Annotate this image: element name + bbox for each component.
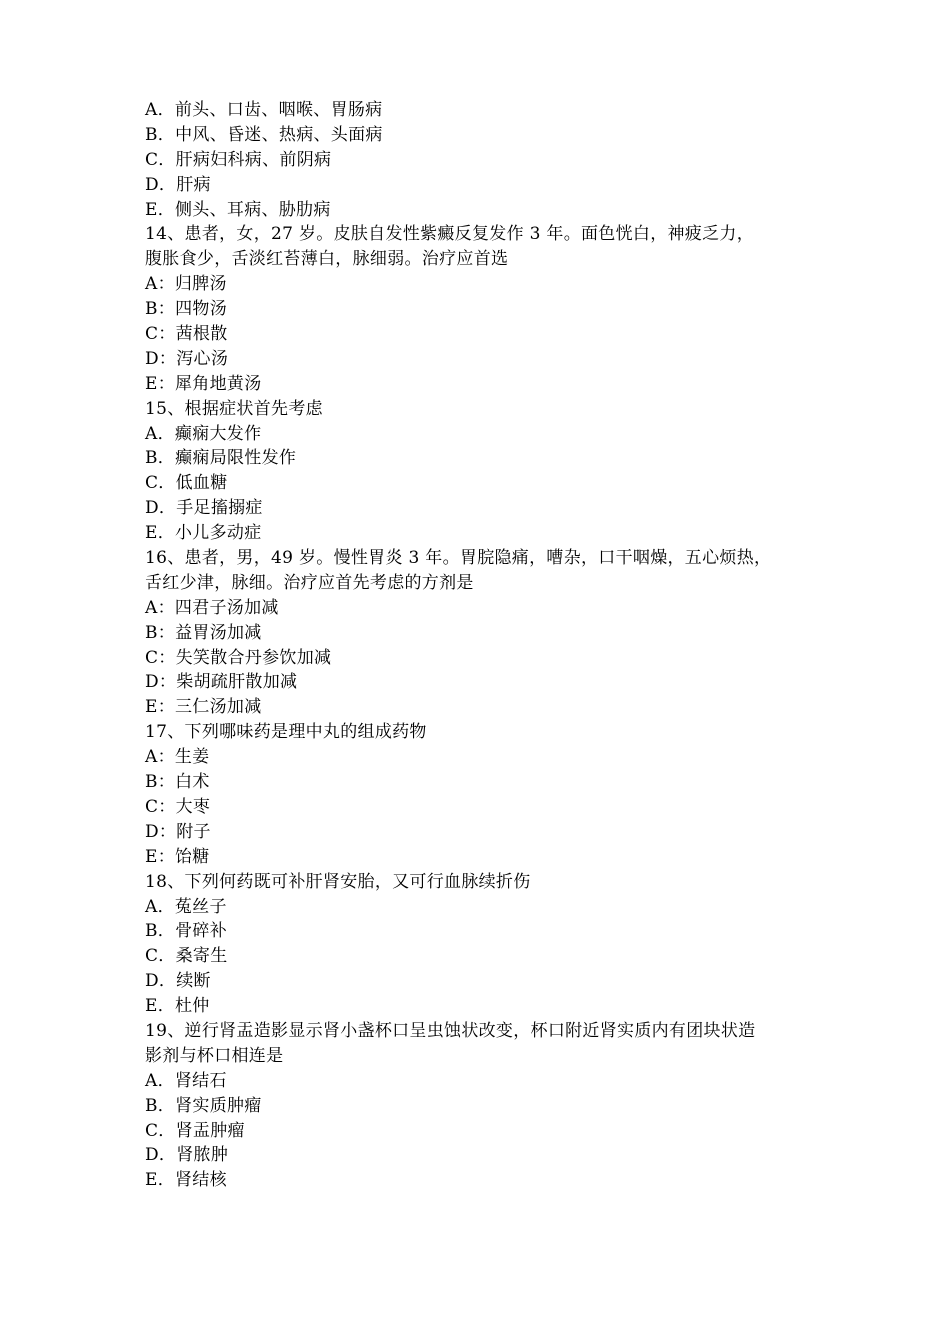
option-19-a: A．肾结石 bbox=[145, 1070, 227, 1091]
option-13-c: C．肝病妇科病、前阴病 bbox=[145, 149, 332, 170]
option-19-d: D．肾脓肿 bbox=[145, 1145, 229, 1166]
option-17-a: A：生姜 bbox=[145, 747, 210, 768]
option-18-b: B．骨碎补 bbox=[145, 921, 227, 942]
option-15-e: E．小儿多动症 bbox=[145, 523, 262, 544]
option-19-b: B．肾实质肿瘤 bbox=[145, 1095, 262, 1116]
option-13-d: D．肝病 bbox=[145, 174, 211, 195]
option-18-e: E．杜仲 bbox=[145, 996, 210, 1017]
option-17-d: D：附子 bbox=[145, 821, 211, 842]
option-17-c: C：大枣 bbox=[145, 796, 211, 817]
option-16-d: D：柴胡疏肝散加减 bbox=[145, 672, 298, 693]
option-16-c: C：失笑散合丹参饮加减 bbox=[145, 647, 332, 668]
question-18: 18、下列何药既可补肝肾安胎，又可行血脉续折伤 bbox=[145, 871, 531, 892]
option-15-b: B．癫痫局限性发作 bbox=[145, 448, 297, 469]
option-14-a: A：归脾汤 bbox=[145, 274, 227, 295]
option-18-d: D．续断 bbox=[145, 971, 211, 992]
question-19-line-2: 影剂与杯口相连是 bbox=[145, 1045, 284, 1066]
option-14-d: D：泻心汤 bbox=[145, 348, 229, 369]
question-16-line-1: 16、患者，男，49 岁。慢性胃炎 3 年。胃脘隐痛，嘈杂，口干咽燥，五心烦热， bbox=[145, 548, 772, 569]
question-14-line-2: 腹胀食少，舌淡红苔薄白，脉细弱。治疗应首选 bbox=[145, 249, 509, 270]
option-17-e: E：饴糖 bbox=[145, 846, 210, 867]
option-17-b: B：白术 bbox=[145, 772, 210, 793]
question-14-line-1: 14、患者，女，27 岁。皮肤自发性紫癜反复发作 3 年。面色恍白，神疲乏力， bbox=[145, 224, 754, 245]
option-13-b: B．中风、昏迷、热病、头面病 bbox=[145, 124, 383, 145]
document-body bbox=[145, 98, 815, 1193]
option-15-a: A．癫痫大发作 bbox=[145, 423, 262, 444]
option-16-b: B：益胃汤加减 bbox=[145, 622, 262, 643]
option-14-c: C：茜根散 bbox=[145, 324, 228, 345]
option-19-c: C．肾盂肿瘤 bbox=[145, 1120, 245, 1141]
option-14-e: E：犀角地黄汤 bbox=[145, 373, 262, 394]
question-15: 15、根据症状首先考虑 bbox=[145, 398, 323, 419]
option-13-e: E．侧头、耳病、胁肋病 bbox=[145, 199, 331, 220]
option-15-c: C．低血糖 bbox=[145, 473, 228, 494]
option-14-b: B：四物汤 bbox=[145, 299, 227, 320]
option-18-c: C．桑寄生 bbox=[145, 946, 228, 967]
question-16-line-2: 舌红少津，脉细。治疗应首先考虑的方剂是 bbox=[145, 572, 474, 593]
option-15-d: D．手足搐搦症 bbox=[145, 498, 263, 519]
option-18-a: A．菟丝子 bbox=[145, 896, 227, 917]
option-19-e: E．肾结核 bbox=[145, 1170, 227, 1191]
option-16-e: E：三仁汤加减 bbox=[145, 697, 262, 718]
question-17: 17、下列哪味药是理中丸的组成药物 bbox=[145, 722, 427, 743]
option-16-a: A：四君子汤加减 bbox=[145, 597, 279, 618]
option-13-a: A．前头、口齿、咽喉、胃肠病 bbox=[145, 100, 383, 120]
question-19-line-1: 19、逆行肾盂造影显示肾小盏杯口呈虫蚀状改变，杯口附近肾实质内有团块状造 bbox=[145, 1020, 756, 1041]
